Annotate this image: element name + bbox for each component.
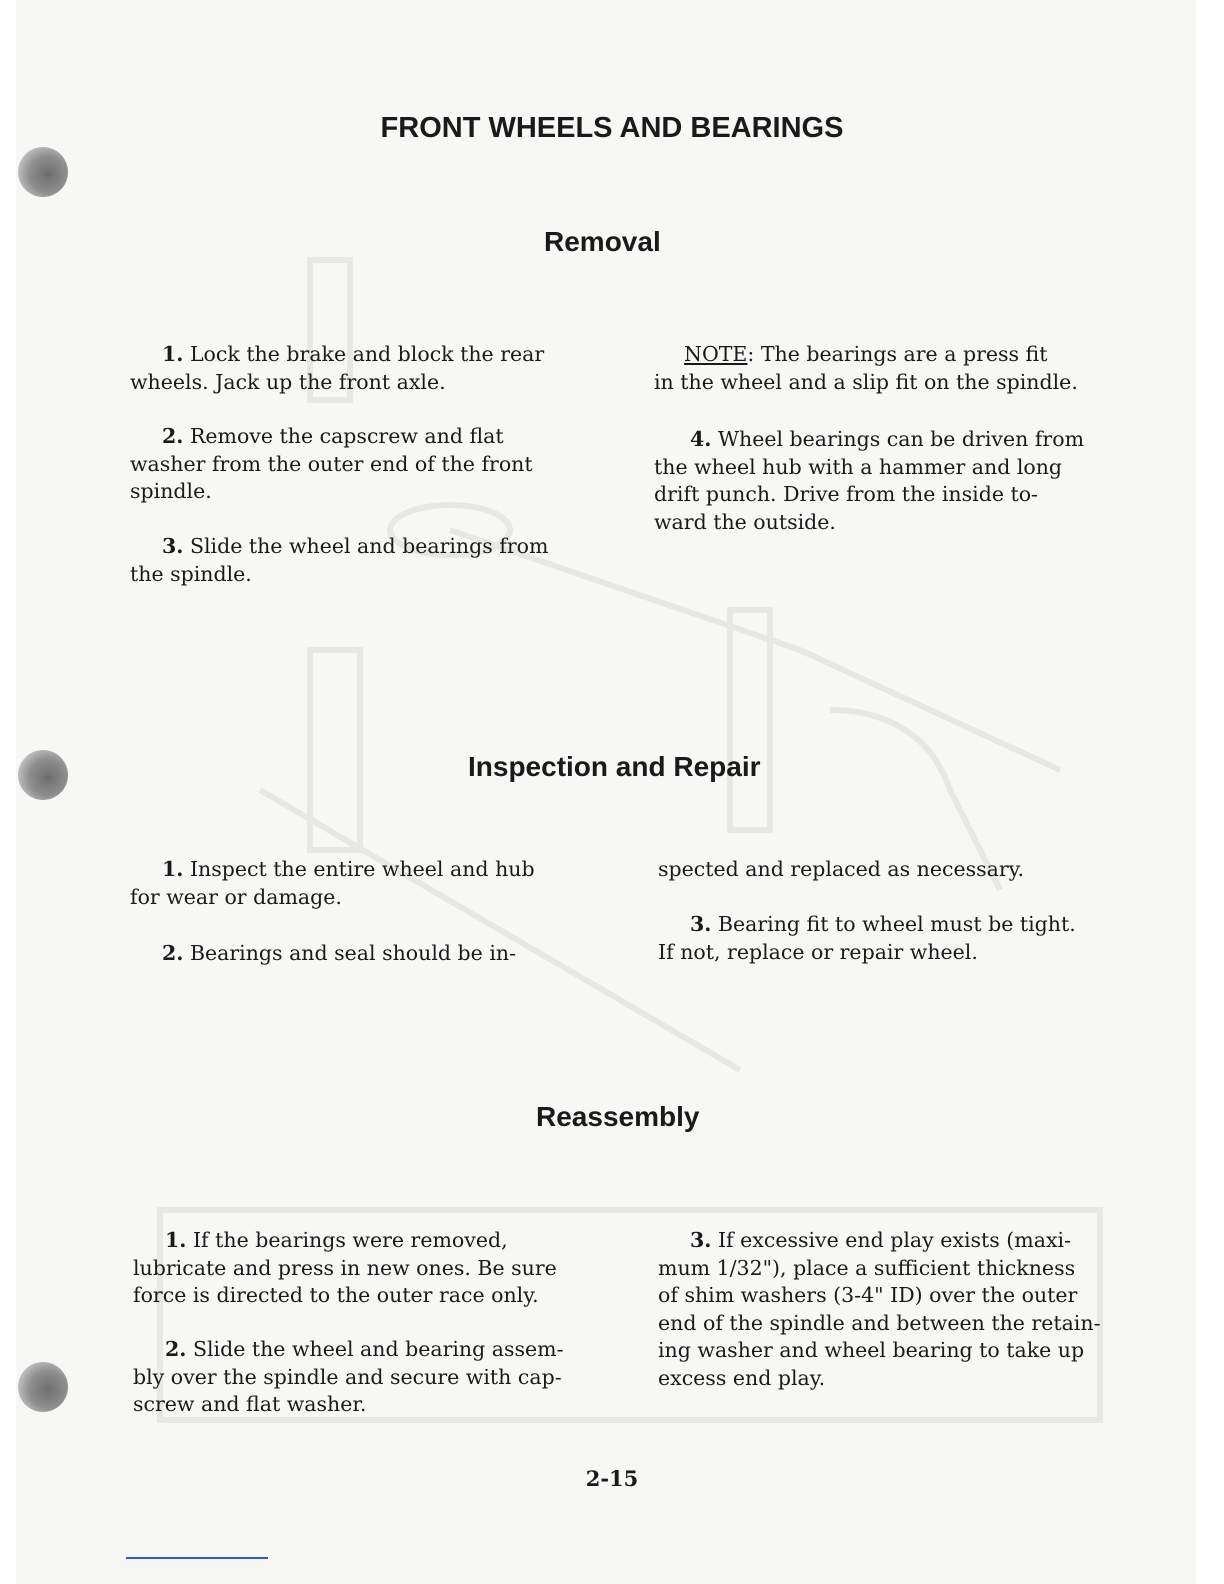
step-number: 2. — [162, 424, 184, 448]
punch-hole-top — [18, 147, 68, 197]
step-text-continued: the spindle. — [130, 561, 252, 586]
note-text-continued: in the wheel and a slip fit on the spindle. — [654, 369, 1078, 394]
step-number: 2. — [162, 941, 184, 965]
step-text-continued: the wheel hub with a hammer and long — [654, 454, 1063, 479]
step-number: 1. — [165, 1228, 187, 1252]
step-number: 3. — [690, 912, 712, 936]
reassembly-step-1 — [133, 1227, 603, 1310]
step-text-continued: screw and flat washer. — [133, 1392, 367, 1416]
inspection-step-2-continued — [658, 856, 1128, 884]
step-text: Bearings and seal should be in- — [189, 941, 517, 965]
step-text: Bearing fit to wheel must be tight. — [717, 912, 1076, 936]
step-text-continued: of shim washers (3-4" ID) over the outer — [658, 1283, 1078, 1307]
step-text: Inspect the entire wheel and hub — [189, 857, 535, 881]
step-number: 4. — [690, 427, 712, 451]
step-text-continued: bly over the spindle and secure with cap- — [133, 1364, 562, 1389]
removal-step-3 — [130, 533, 600, 588]
step-number: 3. — [162, 534, 184, 558]
step-text-continued: If not, replace or repair wheel. — [658, 939, 978, 964]
inspection-step-1 — [130, 856, 600, 911]
step-text-continued: end of the spindle and between the retain- — [658, 1310, 1101, 1335]
step-text: If excessive end play exists (maxi- — [717, 1228, 1071, 1252]
reassembly-step-3 — [658, 1227, 1128, 1392]
removal-step-1 — [130, 341, 600, 396]
section-heading-removal: Removal — [544, 226, 661, 257]
step-number: 3. — [690, 1228, 712, 1252]
step-text-continued: wheels. Jack up the front axle. — [130, 369, 446, 394]
step-text-continued: washer from the outer end of the front — [130, 451, 533, 476]
step-text: Lock the brake and block the rear — [189, 342, 545, 366]
step-text-continued: spected and replaced as necessary. — [658, 857, 1025, 881]
punch-hole-bottom — [18, 1362, 68, 1412]
step-text-continued: ward the outside. — [654, 509, 836, 534]
reassembly-step-2 — [133, 1336, 603, 1419]
page-number: 2-15 — [585, 1466, 639, 1491]
removal-step-2 — [130, 423, 600, 506]
step-text: Slide the wheel and bearing assem- — [192, 1337, 564, 1361]
section-heading-inspection: Inspection and Repair — [468, 751, 761, 782]
step-text: Remove the capscrew and flat — [189, 424, 504, 448]
page-title: FRONT WHEELS AND BEARINGS — [380, 112, 844, 144]
removal-step-4 — [654, 426, 1124, 536]
removal-note — [654, 341, 1124, 396]
inspection-step-2 — [130, 940, 600, 968]
step-text-continued: excess end play. — [658, 1365, 826, 1390]
step-number: 1. — [162, 857, 184, 881]
inspection-step-3 — [658, 911, 1128, 966]
step-text-continued: spindle. — [130, 479, 212, 503]
punch-hole-middle — [18, 750, 68, 800]
step-text-continued: lubricate and press in new ones. Be sure — [133, 1255, 557, 1280]
step-text-continued: force is directed to the outer race only. — [133, 1283, 539, 1307]
step-text-continued: mum 1/32"), place a sufficient thickness — [658, 1255, 1076, 1280]
step-text-continued: ing washer and wheel bearing to take up — [658, 1338, 1085, 1362]
step-text: Slide the wheel and bearings from — [189, 534, 549, 558]
note-label: NOTE — [684, 342, 748, 366]
step-number: 2. — [165, 1337, 187, 1361]
section-heading-reassembly: Reassembly — [536, 1101, 700, 1132]
step-text-continued: drift punch. Drive from the inside to- — [654, 482, 1038, 506]
bottom-rule — [126, 1557, 268, 1559]
step-text: If the bearings were removed, — [192, 1228, 508, 1252]
step-number: 1. — [162, 342, 184, 366]
step-text: Wheel bearings can be driven from — [717, 427, 1085, 451]
note-text: : The bearings are a press fit — [747, 342, 1048, 366]
step-text-continued: for wear or damage. — [130, 884, 342, 909]
